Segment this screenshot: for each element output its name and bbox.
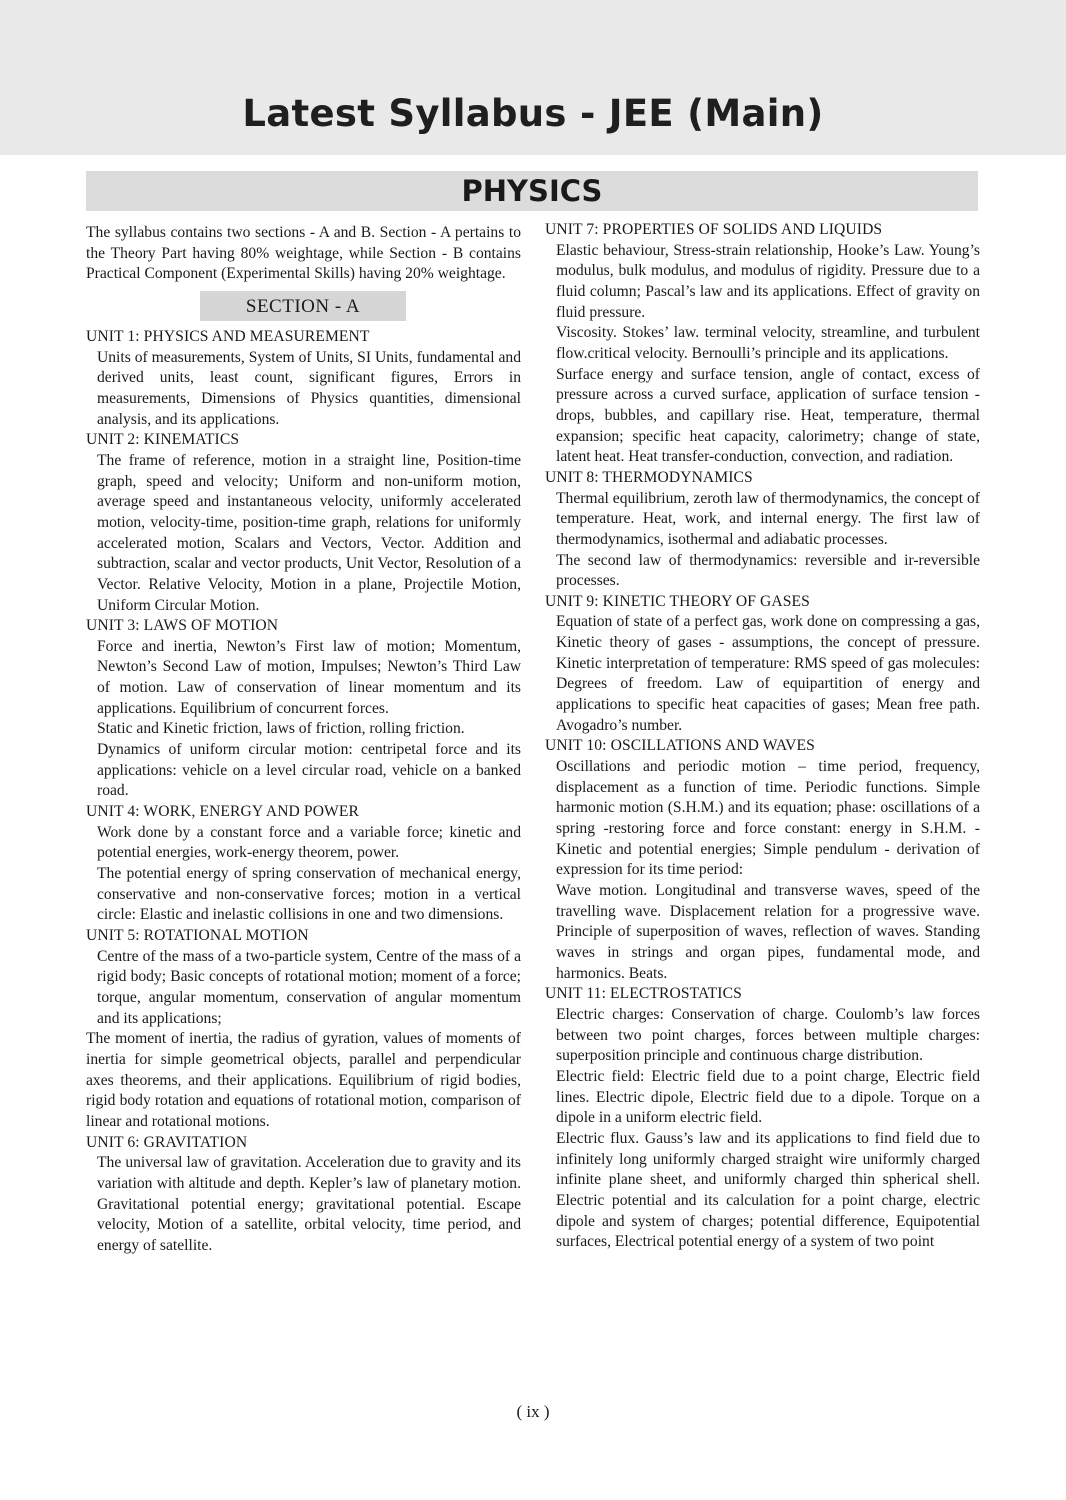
intro-paragraph: The syllabus contains two sections - A and B. Section - A pertains to the Theory Part having 80% weightage, while Section - B contains Practical Component (Experimental Skills) having 20% weightage. <box>86 224 521 283</box>
unit-title: UNIT 11: ELECTROSTATICS <box>545 985 742 1003</box>
unit-paragraph: Dynamics of uniform circular motion: centripetal force and its applications: vehicle on a level circular road, vehicle on a banked road. <box>97 741 521 800</box>
right-column <box>545 220 980 1253</box>
unit-title: UNIT 1: PHYSICS AND MEASUREMENT <box>86 327 370 345</box>
unit-paragraph: Work done by a constant force and a variable force; kinetic and potential energies, work-energy theorem, power. <box>97 823 521 862</box>
unit-body <box>545 1005 980 1253</box>
section-a-label: SECTION - A <box>200 291 406 321</box>
unit-paragraph: Electric charges: Conservation of charge. Coulomb’s law forces between two point charges, forces between multiple charges: superposition principle and continuous charge distribution. <box>556 1005 980 1065</box>
unit-body <box>545 489 980 592</box>
unit-7 <box>545 220 980 468</box>
unit-5 <box>86 926 521 1133</box>
unit-paragraph: The universal law of gravitation. Acceleration due to gravity and its variation with altitude and depth. Kepler’s law of planetary motion. Gravitational potential energy; gravitational potential. Escape velocity, Motion of a satellite, orbital velocity, time period, and energy of satellite. <box>97 1154 521 1254</box>
unit-title: UNIT 6: GRAVITATION <box>86 1133 248 1151</box>
unit-body <box>545 612 980 736</box>
unit-title: UNIT 3: LAWS OF MOTION <box>86 617 279 635</box>
unit-paragraph: Electric flux. Gauss’s law and its applications to find field due to infinitely long uniformly charged straight wire uniformly charged infinite plane sheet, and uniformly charged thin spherical shell. Electric potential and its calculation for a point charge, electric dipole and system of charges; potential difference, Equipotential surfaces, Electrical potential energy of a system of two point <box>556 1129 980 1251</box>
left-column <box>86 220 521 1257</box>
unit-paragraph: The frame of reference, motion in a straight line, Position-time graph, speed and velocity; Uniform and non-uniform motion, average speed and instantaneous velocity, uniformly accelerated motion, velocity-time, position-time graph, relations for uniformly accelerated motion, Scalars and Vectors, Vector. Addition and subtraction, scalar and vector products, Unit Vector, Resolution of a Vector. Relative Velocity, Motion in a plane, Projectile Motion, Uniform Circular Motion. <box>97 451 521 614</box>
unit-paragraph: Force and inertia, Newton’s First law of motion; Momentum, Newton’s Second Law of motion, Impulses; Newton’s Third Law of motion. Law of conservation of linear momentum and its applications. Equilibrium of concurrent forces. <box>97 637 521 717</box>
unit-body <box>86 823 521 926</box>
unit-title: UNIT 5: ROTATIONAL MOTION <box>86 927 309 944</box>
unit-paragraph: Wave motion. Longitudinal and transverse waves, speed of the travelling wave. Displacement relation for a progressive wave. Principle of superposition of waves, reflection of waves. Standing waves in strings and organ pipes, fundamental mode, and harmonics. Beats. <box>556 882 980 982</box>
unit-body <box>86 947 521 1133</box>
unit-title: UNIT 10: OSCILLATIONS AND WAVES <box>545 737 815 755</box>
unit-10 <box>545 736 980 984</box>
page-title: Latest Syllabus - JEE (Main) <box>242 92 824 135</box>
unit-paragraph: Oscillations and periodic motion – time period, frequency, displacement as a function of time. Periodic functions. Simple harmonic motion (S.H.M.) and its equation; phase: oscillations of a spring -restoring force and force constant: energy in S.H.M. - Kinetic and potential energies; Simple pendulum - derivation of expression for its time period: <box>556 758 980 879</box>
unit-body <box>86 348 521 431</box>
subject-title: PHYSICS <box>461 174 603 208</box>
unit-paragraph: Elastic behaviour, Stress-strain relationship, Hooke’s Law. Young’s modulus, bulk modulus, and modulus of rigidity. Pressure due to a fluid column; Pascal’s law and its applications. Effect of gravity on fluid pressure. <box>556 241 980 321</box>
unit-paragraph: Centre of the mass of a two-particle system, Centre of the mass of a rigid body; Basic concepts of rotational motion; moment of a force; torque, angular momentum, conservation of angular momentum and its applications; <box>97 947 521 1027</box>
unit-paragraph: Equation of state of a perfect gas, work done on compressing a gas, Kinetic theory of gases - assumptions, the concept of pressure. Kinetic interpretation of temperature: RMS speed of gas molecules: Degrees of freedom. Law of equipartition of energy and applications to specific heat capacities of gases; Mean free path. Avogadro’s number. <box>556 613 980 734</box>
page-number: ( ix ) <box>516 1402 550 1421</box>
unit-body <box>545 757 980 984</box>
unit-paragraph: Thermal equilibrium, zeroth law of thermodynamics, the concept of temperature. Heat, work, and internal energy. The first law of thermodynamics, isothermal and adiabatic processes. <box>556 489 980 548</box>
unit-paragraph: The moment of inertia, the radius of gyration, values of moments of inertia for simple geometrical objects, parallel and perpendicular axes theorems, and their applications. Equilibrium of rigid bodies, rigid body rotation and equations of rotational motion, comparison of linear and rotational motions. <box>86 1030 521 1130</box>
unit-9 <box>545 592 980 737</box>
unit-title: UNIT 8: THERMODYNAMICS <box>545 468 753 486</box>
unit-title: UNIT 7: PROPERTIES OF SOLIDS AND LIQUIDS <box>545 221 883 238</box>
unit-title: UNIT 9: KINETIC THEORY OF GASES <box>545 592 810 610</box>
unit-paragraph: Units of measurements, System of Units, SI Units, fundamental and derived units, least count, significant figures, Errors in measurements, Dimensions of Physics quantities, dimensional analysis, and its applications. <box>97 348 521 428</box>
unit-body <box>86 637 521 802</box>
unit-3 <box>86 616 521 802</box>
unit-body <box>545 241 980 468</box>
unit-paragraph: Surface energy and surface tension, angle of contact, excess of pressure across a curved surface, application of surface tension - drops, bubbles, and capillary rise. Heat, temperature, thermal expansion; specific heat capacity, calorimetry; change of state, latent heat. Heat transfer-conduction, convection, and radiation. <box>556 365 980 466</box>
section-label-wrap <box>86 291 521 327</box>
unit-8 <box>545 468 980 592</box>
unit-body <box>86 1153 521 1256</box>
unit-1 <box>86 327 521 430</box>
unit-2 <box>86 430 521 616</box>
unit-title: UNIT 2: KINEMATICS <box>86 431 240 449</box>
unit-11 <box>545 984 980 1253</box>
unit-paragraph: Static and Kinetic friction, laws of friction, rolling friction. <box>97 720 465 738</box>
unit-paragraph: The potential energy of spring conservation of mechanical energy, conservative and non-conservative forces; motion in a vertical circle: Elastic and inelastic collisions in one and two dimensions. <box>97 865 521 924</box>
unit-paragraph: Viscosity. Stokes’ law. terminal velocity, streamline, and turbulent flow.critical velocity. Bernoulli’s principle and its applications. <box>556 324 980 362</box>
unit-title: UNIT 4: WORK, ENERGY AND POWER <box>86 803 359 821</box>
unit-paragraph: Electric field: Electric field due to a point charge, Electric field lines. Electric dipole, Electric field due to a dipole. Torque on a dipole in a uniform electric field. <box>556 1067 980 1127</box>
unit-body <box>86 451 521 616</box>
unit-4 <box>86 802 521 926</box>
unit-paragraph: The second law of thermodynamics: reversible and ir-reversible processes. <box>556 551 980 590</box>
unit-6 <box>86 1133 521 1257</box>
